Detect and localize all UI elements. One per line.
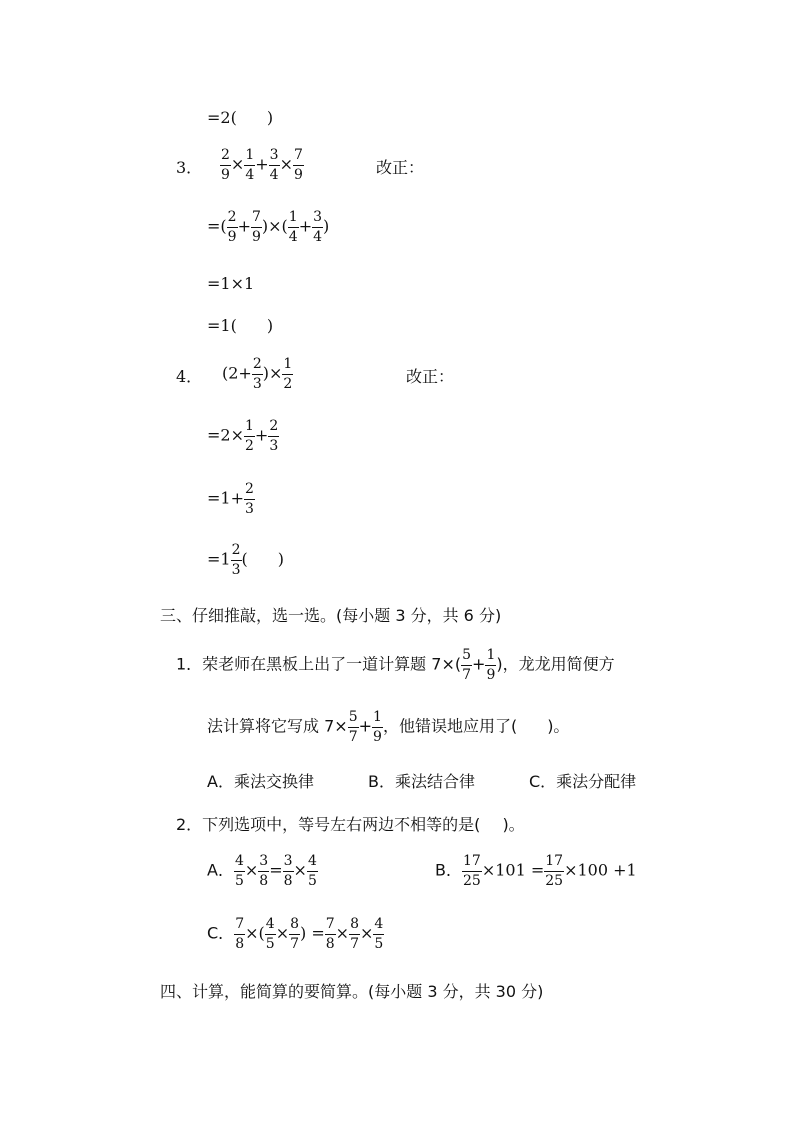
- fraction: $\frac{8}{7}$: [350, 916, 359, 952]
- prev-step-result: [207, 110, 273, 126]
- q1-text: )。: [547, 716, 570, 736]
- fraction: $\frac{2}{3}$: [231, 542, 241, 578]
- fraction: $\frac{8}{7}$: [290, 916, 300, 952]
- fraction: $\frac{7}{8}$: [325, 916, 335, 952]
- fraction: $\frac{2}{9}$: [221, 147, 230, 183]
- option-label: A．: [207, 860, 234, 880]
- q3-number: 3．: [176, 158, 203, 177]
- q4-step-2: [207, 482, 255, 516]
- q4-correction-label: 改正：: [406, 367, 455, 386]
- fraction: $\frac{4}{5}$: [307, 853, 317, 889]
- fraction: $\frac{1}{9}$: [373, 709, 382, 745]
- tail-text: ×100 +1: [564, 860, 637, 880]
- close-paren: ): [277, 549, 285, 569]
- fraction: $\frac{4}{5}$: [374, 916, 384, 952]
- lead: (2+: [222, 363, 252, 383]
- eq-text: =1: [207, 549, 231, 569]
- q3-step-3: [207, 318, 273, 334]
- fraction: $\frac{1}{9}$: [486, 647, 496, 683]
- fraction: $\frac{3}{4}$: [269, 147, 279, 183]
- close-paren: ): [323, 216, 330, 236]
- fraction: $\frac{7}{9}$: [293, 147, 303, 183]
- fraction: $\frac{4}{5}$: [265, 916, 275, 952]
- q1-text: 法计算将它写成 7×: [207, 716, 348, 736]
- section-4-title: 四、计算，能简算的要简算。(每小题 3 分，共 30 分): [160, 982, 544, 1001]
- q2-close: )。: [502, 815, 525, 834]
- section-3-title: 三、仔细推敲，选一选。(每小题 3 分，共 6 分): [160, 606, 502, 625]
- eq-text: =2(: [207, 108, 237, 127]
- fraction: $\frac{2}{3}$: [269, 418, 279, 454]
- fraction: $\frac{5}{7}$: [462, 647, 472, 683]
- fraction: $\frac{3}{4}$: [313, 209, 323, 245]
- mid-op: )×: [262, 363, 283, 383]
- fraction: $\frac{2}{3}$: [252, 356, 262, 392]
- q1-option-a[interactable]: A．乘法交换律: [207, 772, 314, 791]
- close-paren: ): [266, 316, 274, 335]
- option-label: C．: [207, 923, 235, 943]
- q1-option-b[interactable]: B．乘法结合律: [368, 772, 475, 791]
- sec3-q2-stem: [176, 817, 525, 833]
- q2-option-c[interactable]: C． $\frac{7}{8}$ ×( $\frac{4}{5}$ × $\frac{8}{7}$ ) = $\frac{7}{8}$ × $\frac{8}{7}$ × $\frac{4}{5}$: [207, 916, 384, 952]
- eq-open: =(: [207, 216, 227, 236]
- q1-text: 1．荣老师在黑板上出了一道计算题 7×(: [176, 654, 462, 674]
- fraction: $\frac{17}{25}$: [462, 853, 481, 889]
- fraction: $\frac{4}{5}$: [234, 853, 244, 889]
- eq-text: =2×: [207, 425, 244, 445]
- mid-text: ×101 =: [481, 860, 545, 880]
- mid-text: ) =: [300, 923, 325, 943]
- q2-option-a[interactable]: A． $\frac{4}{5}$ × $\frac{3}{8}$ = $\frac{3}{8}$ × $\frac{4}{5}$: [207, 853, 317, 889]
- sec3-q1-line2: 法计算将它写成 7× $\frac{5}{7}$ + $\frac{1}{9}$ ，他错误地应用了( )。: [207, 709, 570, 745]
- q3-step-1: =( $\frac{2}{9}$ + $\frac{7}{9}$ )×( $\frac{1}{4}$ + $\frac{3}{4}$ ): [207, 209, 330, 245]
- q4-step-3: =1 $\frac{2}{3}$ ( ): [207, 542, 285, 578]
- q2-text: 2．下列选项中，等号左右两边不相等的是(: [176, 815, 481, 834]
- mid-op: )×(: [261, 216, 288, 236]
- eq-text: =1(: [207, 316, 237, 335]
- q3-expression: $\frac{2}{9}$ × $\frac{1}{4}$ + $\frac{3}{4}$ × $\frac{7}{9}$: [221, 147, 303, 183]
- fraction: $\frac{7}{8}$: [235, 916, 245, 952]
- sec3-q1-line1: 1．荣老师在黑板上出了一道计算题 7×( $\frac{5}{7}$ + $\frac{1}{9}$ )，龙龙用简便方: [176, 647, 615, 683]
- option-label: B．: [435, 860, 462, 880]
- fraction: $\frac{1}{2}$: [245, 418, 254, 454]
- q2-option-b[interactable]: [435, 854, 637, 888]
- q4-step-1: =2× $\frac{1}{2}$ + $\frac{2}{3}$: [207, 418, 279, 454]
- fraction: $\frac{2}{3}$: [245, 481, 254, 517]
- q4-number: 4．: [176, 367, 203, 386]
- q3-step-2: =1×1: [207, 274, 255, 293]
- fraction: $\frac{5}{7}$: [348, 709, 358, 745]
- close-paren: ): [266, 108, 274, 127]
- fraction: $\frac{1}{4}$: [288, 209, 298, 245]
- fraction: $\frac{3}{8}$: [259, 853, 269, 889]
- q1-text-tail: )，龙龙用简便方: [496, 654, 615, 674]
- fraction: $\frac{1}{4}$: [245, 147, 255, 183]
- q4-expression: [222, 357, 293, 391]
- fraction: $\frac{3}{8}$: [283, 853, 293, 889]
- fraction: $\frac{1}{2}$: [283, 356, 293, 392]
- fraction: $\frac{17}{25}$: [545, 853, 564, 889]
- q1-text: ，他错误地应用了(: [382, 716, 518, 736]
- fraction: $\frac{7}{9}$: [251, 209, 261, 245]
- q3-correction-label: 改正：: [376, 158, 425, 177]
- eq-text: =1+: [207, 488, 244, 508]
- fraction: $\frac{2}{9}$: [227, 209, 237, 245]
- q1-option-c[interactable]: C．乘法分配律: [529, 772, 637, 791]
